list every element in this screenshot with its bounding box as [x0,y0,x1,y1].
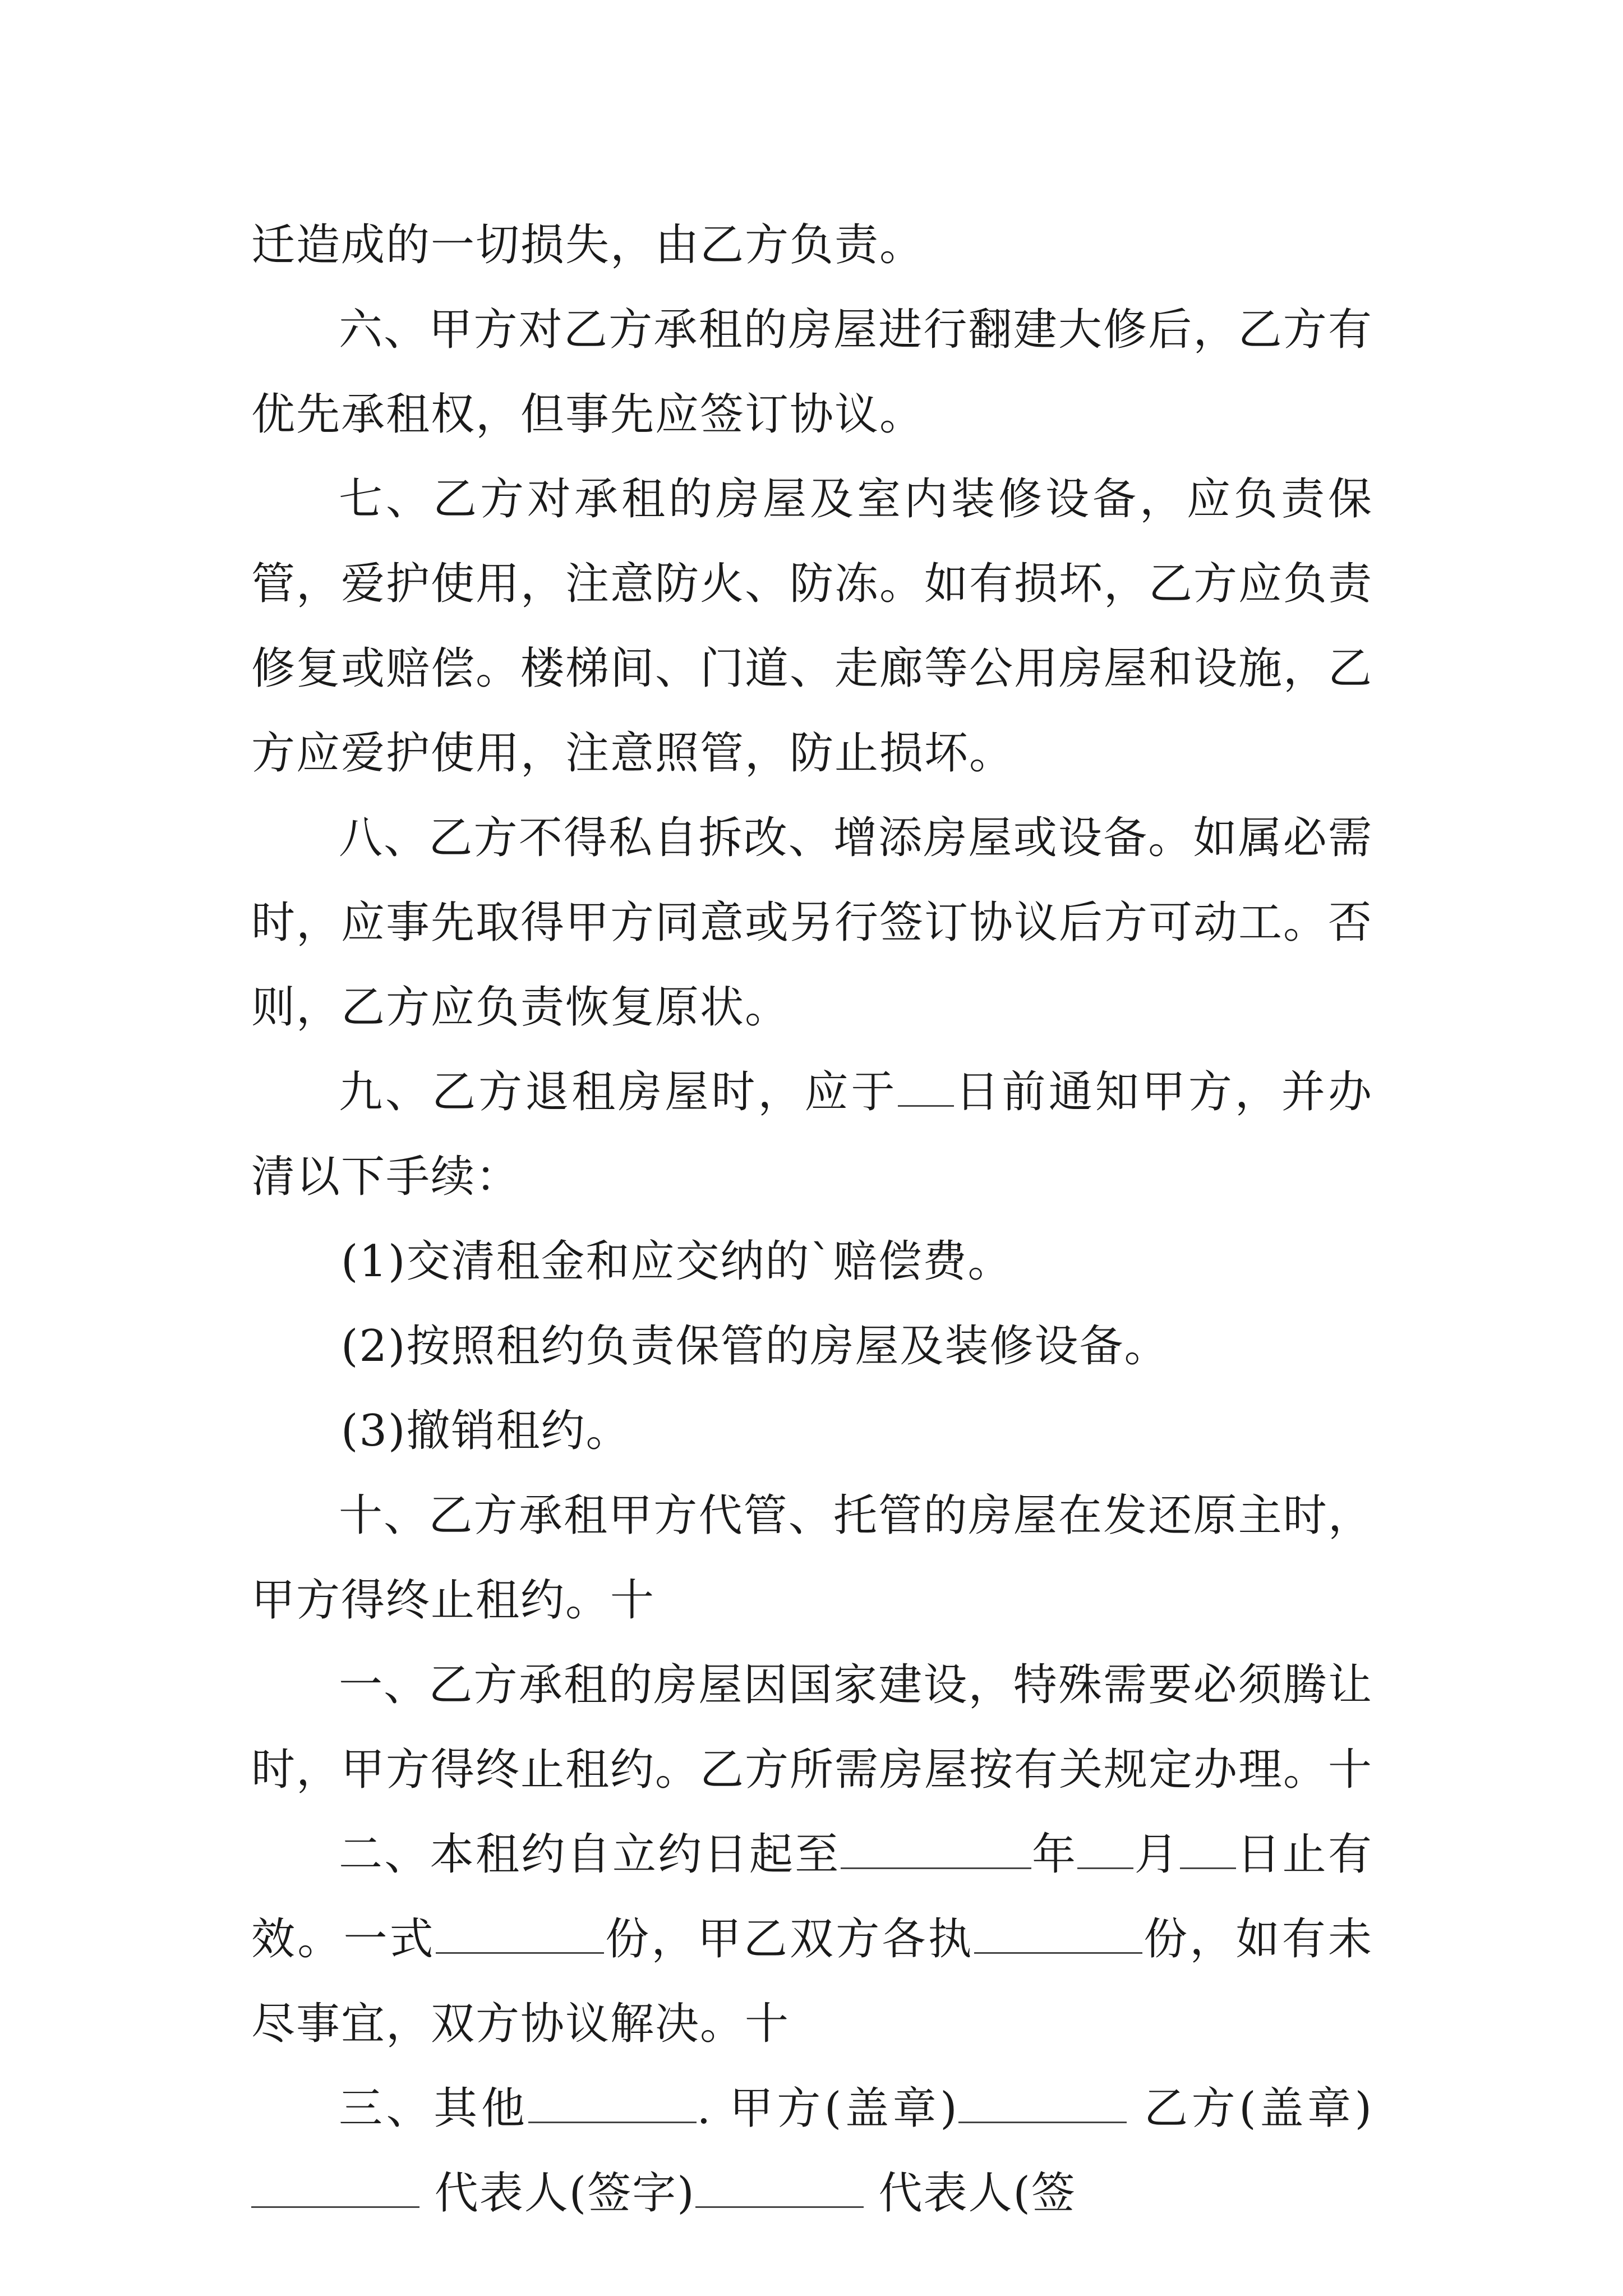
procedure-item-2 [251,1304,1373,1389]
paragraph-text: 六、甲方对乙方承租的房屋进行翻建大修后，乙方有优先承租权，但事先应签订协议。 [251,305,1373,440]
paragraph-text: 十、乙方承租甲方代管、托管的房屋在发还原主时，甲方得终止租约。十 [251,1490,1373,1626]
blank-year-field[interactable] [841,1828,1031,1869]
clause-11 [251,1643,1373,1812]
paragraph-text: 三、其他 [339,2083,529,2134]
paragraph-text: 乙方(盖章) [1126,2083,1373,2134]
paragraph-text: 月 [1133,1829,1180,1880]
paragraph-text: 代表人(签 [863,2168,1076,2219]
paragraph-continuation [251,203,1373,288]
paragraph-text: (2)按照租约负责保管的房屋及装修设备。 [341,1321,1169,1372]
blank-day-field[interactable] [1180,1828,1236,1869]
paragraph-text: 一、乙方承租的房屋因国家建设，特殊需要必须腾让时，甲方得终止租约。乙方所需房屋按有关规定办理。十 [251,1660,1373,1795]
clause-7 [251,457,1373,796]
paragraph-text: 二、本租约自立约日起至 [339,1829,841,1880]
blank-other-field[interactable] [528,2082,697,2123]
paragraph-text: 份，如有未尽事宜，双方协议解决。十 [251,1914,1373,2049]
blank-representative-a-field[interactable] [695,2167,864,2208]
paragraph-text: 年 [1031,1829,1078,1880]
paragraph-text: (3)撤销租约。 [341,1406,631,1456]
blank-days-field[interactable] [898,1066,954,1107]
procedure-item-1 [251,1220,1373,1304]
paragraph-text: 八、乙方不得私自拆改、增添房屋或设备。如属必需时，应事先取得甲方同意或另行签订协议后方可动工。否则，乙方应负责恢复原状。 [251,813,1373,1033]
clause-13-signatures [251,2067,1373,2236]
paragraph-text: 代表人(签字) [419,2168,695,2219]
paragraph-text: 七、乙方对承租的房屋及室内装修设备，应负责保管，爱护使用，注意防火、防冻。如有损坏，乙方应负责修复或赔偿。楼梯间、门道、走廊等公用房屋和设施，乙方应爱护使用，注意照管，防止损坏。 [251,474,1373,779]
blank-party-a-seal-field[interactable] [958,2082,1127,2123]
contract-body [251,203,1373,2236]
clause-8 [251,796,1373,1050]
paragraph-text: . 甲方(盖章) [697,2083,958,2134]
clause-9 [251,1050,1373,1220]
paragraph-text: (1)交清租金和应交纳的`赔偿费。 [341,1236,1013,1287]
blank-copies-field[interactable] [436,1913,604,1954]
clause-10 [251,1474,1373,1643]
paragraph-text: 日止有效。一式 [251,1829,1373,1964]
clause-12 [251,1812,1373,2067]
blank-month-field[interactable] [1077,1828,1133,1869]
paragraph-text: 迁造成的一切损失，由乙方负责。 [251,220,925,270]
paragraph-text: 九、乙方退租房屋时，应于 [339,1067,898,1117]
procedure-item-3 [251,1389,1373,1474]
blank-party-b-seal-field[interactable] [251,2167,419,2208]
clause-6 [251,288,1373,457]
paragraph-text: 日前通知甲方，并办清以下手续： [251,1067,1373,1202]
paragraph-text: 份，甲乙双方各执 [603,1914,974,1964]
blank-each-copies-field[interactable] [974,1913,1142,1954]
